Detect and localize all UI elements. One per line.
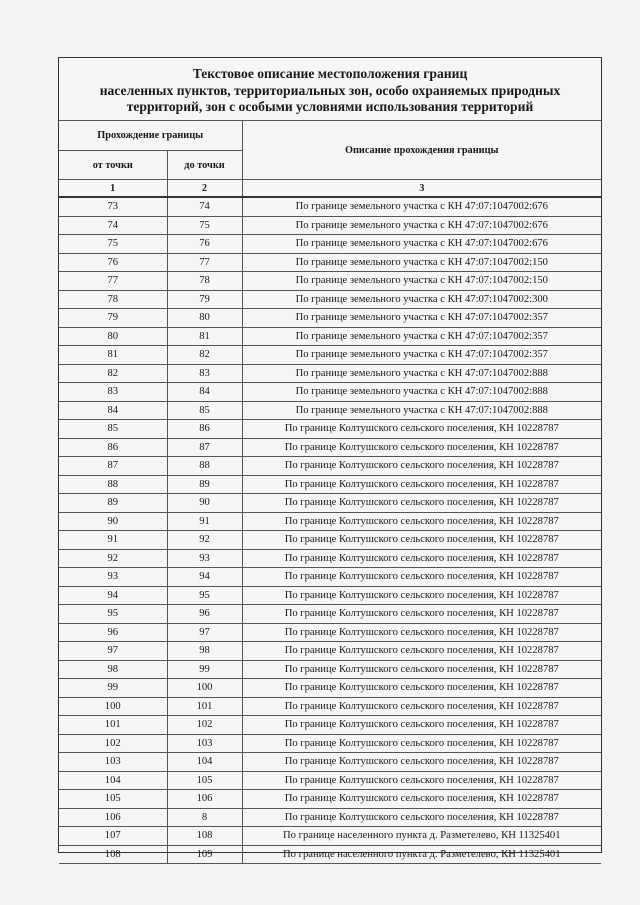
- cell-to-point: 79: [167, 290, 242, 309]
- table-row: [59, 531, 601, 550]
- cell-description: По границе Колтушского сельского поселения, КН 10228787: [242, 457, 601, 476]
- table-row: [59, 290, 601, 309]
- cell-to-point: 103: [167, 734, 242, 753]
- cell-to-point: 94: [167, 568, 242, 587]
- cell-from-point: 96: [59, 623, 167, 642]
- boundary-table: [59, 120, 601, 864]
- cell-description: По границе земельного участка с КН 47:07:1047002:300: [242, 290, 601, 309]
- cell-from-point: 80: [59, 327, 167, 346]
- cell-to-point: 78: [167, 272, 242, 291]
- cell-to-point: 77: [167, 253, 242, 272]
- cell-description: По границе Колтушского сельского поселения, КН 10228787: [242, 494, 601, 513]
- cell-description: По границе земельного участка с КН 47:07:1047002:676: [242, 235, 601, 254]
- cell-description: По границе земельного участка с КН 47:07:1047002:676: [242, 197, 601, 216]
- table-row: [59, 272, 601, 291]
- table-row: [59, 216, 601, 235]
- document-title: [59, 66, 601, 116]
- cell-from-point: 84: [59, 401, 167, 420]
- header-boundary-passage: Прохождение границы: [59, 121, 242, 151]
- cell-to-point: 98: [167, 642, 242, 661]
- table-row: [59, 327, 601, 346]
- cell-description: По границе Колтушского сельского поселения, КН 10228787: [242, 808, 601, 827]
- cell-to-point: 95: [167, 586, 242, 605]
- document-frame: [58, 57, 602, 860]
- cell-description: По границе Колтушского сельского поселения, КН 10228787: [242, 697, 601, 716]
- cell-description: По границе земельного участка с КН 47:07:1047002:888: [242, 383, 601, 402]
- cell-from-point: 103: [59, 753, 167, 772]
- cell-description: По границе Колтушского сельского поселения, КН 10228787: [242, 734, 601, 753]
- cell-to-point: 92: [167, 531, 242, 550]
- cell-description: По границе Колтушского сельского поселения, КН 10228787: [242, 623, 601, 642]
- table-row: [59, 790, 601, 809]
- cell-from-point: 99: [59, 679, 167, 698]
- cell-description: По границе Колтушского сельского поселения, КН 10228787: [242, 679, 601, 698]
- column-number-3: 3: [242, 180, 601, 198]
- table-row: [59, 660, 601, 679]
- header-from-point: от точки: [59, 151, 167, 180]
- table-row: [59, 457, 601, 476]
- cell-from-point: 92: [59, 549, 167, 568]
- cell-to-point: 88: [167, 457, 242, 476]
- header-to-point: до точки: [167, 151, 242, 180]
- cell-to-point: 106: [167, 790, 242, 809]
- cell-from-point: 82: [59, 364, 167, 383]
- cell-from-point: 108: [59, 845, 167, 864]
- cell-from-point: 87: [59, 457, 167, 476]
- column-number-2: 2: [167, 180, 242, 198]
- cell-description: По границе Колтушского сельского поселения, КН 10228787: [242, 512, 601, 531]
- cell-description: По границе Колтушского сельского поселения, КН 10228787: [242, 531, 601, 550]
- cell-description: По границе населенного пункта д. Разметелево, КН 11325401: [242, 827, 601, 846]
- cell-from-point: 101: [59, 716, 167, 735]
- cell-description: По границе Колтушского сельского поселения, КН 10228787: [242, 642, 601, 661]
- cell-description: По границе Колтушского сельского поселения, КН 10228787: [242, 790, 601, 809]
- cell-from-point: 93: [59, 568, 167, 587]
- cell-from-point: 105: [59, 790, 167, 809]
- table-row: [59, 383, 601, 402]
- table-row: [59, 642, 601, 661]
- table-row: [59, 475, 601, 494]
- cell-to-point: 83: [167, 364, 242, 383]
- table-row: [59, 568, 601, 587]
- cell-from-point: 86: [59, 438, 167, 457]
- cell-description: По границе Колтушского сельского поселения, КН 10228787: [242, 420, 601, 439]
- table-row: [59, 697, 601, 716]
- table-row: [59, 605, 601, 624]
- cell-description: По границе Колтушского сельского поселения, КН 10228787: [242, 753, 601, 772]
- cell-description: По границе Колтушского сельского поселения, КН 10228787: [242, 549, 601, 568]
- table-row: [59, 549, 601, 568]
- table-row: [59, 364, 601, 383]
- cell-from-point: 74: [59, 216, 167, 235]
- table-row: [59, 734, 601, 753]
- cell-to-point: 109: [167, 845, 242, 864]
- cell-to-point: 96: [167, 605, 242, 624]
- table-row: [59, 512, 601, 531]
- table-row: [59, 586, 601, 605]
- cell-from-point: 106: [59, 808, 167, 827]
- table-row: [59, 197, 601, 216]
- cell-to-point: 108: [167, 827, 242, 846]
- cell-from-point: 88: [59, 475, 167, 494]
- cell-description: По границе населенного пункта д. Разметелево, КН 11325401: [242, 845, 601, 864]
- cell-to-point: 82: [167, 346, 242, 365]
- cell-to-point: 74: [167, 197, 242, 216]
- title-line-1: Текстовое описание местоположения границ: [192, 66, 468, 81]
- table-row: [59, 253, 601, 272]
- cell-to-point: 97: [167, 623, 242, 642]
- cell-from-point: 95: [59, 605, 167, 624]
- cell-description: По границе Колтушского сельского поселения, КН 10228787: [242, 586, 601, 605]
- cell-from-point: 76: [59, 253, 167, 272]
- cell-from-point: 89: [59, 494, 167, 513]
- table-row: [59, 309, 601, 328]
- cell-description: По границе Колтушского сельского поселения, КН 10228787: [242, 605, 601, 624]
- cell-description: По границе земельного участка с КН 47:07:1047002:888: [242, 364, 601, 383]
- table-row: [59, 494, 601, 513]
- cell-from-point: 79: [59, 309, 167, 328]
- cell-from-point: 75: [59, 235, 167, 254]
- cell-to-point: 99: [167, 660, 242, 679]
- cell-to-point: 86: [167, 420, 242, 439]
- cell-to-point: 104: [167, 753, 242, 772]
- cell-from-point: 77: [59, 272, 167, 291]
- cell-from-point: 81: [59, 346, 167, 365]
- cell-to-point: 8: [167, 808, 242, 827]
- table-body: [59, 197, 601, 864]
- cell-description: По границе Колтушского сельского поселения, КН 10228787: [242, 438, 601, 457]
- cell-description: По границе Колтушского сельского поселения, КН 10228787: [242, 660, 601, 679]
- cell-to-point: 76: [167, 235, 242, 254]
- table-row: [59, 827, 601, 846]
- cell-from-point: 97: [59, 642, 167, 661]
- table-row: [59, 401, 601, 420]
- cell-from-point: 98: [59, 660, 167, 679]
- cell-description: По границе Колтушского сельского поселения, КН 10228787: [242, 716, 601, 735]
- cell-description: По границе Колтушского сельского поселения, КН 10228787: [242, 771, 601, 790]
- cell-to-point: 101: [167, 697, 242, 716]
- table-row: [59, 438, 601, 457]
- cell-to-point: 100: [167, 679, 242, 698]
- cell-description: По границе Колтушского сельского поселения, КН 10228787: [242, 475, 601, 494]
- cell-description: По границе земельного участка с КН 47:07:1047002:150: [242, 272, 601, 291]
- table-row: [59, 771, 601, 790]
- table-row: [59, 679, 601, 698]
- cell-description: По границе Колтушского сельского поселения, КН 10228787: [242, 568, 601, 587]
- cell-description: По границе земельного участка с КН 47:07:1047002:357: [242, 327, 601, 346]
- cell-to-point: 93: [167, 549, 242, 568]
- cell-to-point: 91: [167, 512, 242, 531]
- cell-from-point: 73: [59, 197, 167, 216]
- cell-from-point: 100: [59, 697, 167, 716]
- table-row: [59, 420, 601, 439]
- cell-from-point: 104: [59, 771, 167, 790]
- title-line-2: населенных пунктов, территориальных зон, особо охраняемых природных: [99, 82, 561, 98]
- table-row: [59, 346, 601, 365]
- cell-to-point: 90: [167, 494, 242, 513]
- cell-from-point: 78: [59, 290, 167, 309]
- cell-to-point: 75: [167, 216, 242, 235]
- cell-from-point: 90: [59, 512, 167, 531]
- table-row: [59, 753, 601, 772]
- table-row: [59, 845, 601, 864]
- cell-to-point: 81: [167, 327, 242, 346]
- cell-from-point: 94: [59, 586, 167, 605]
- cell-from-point: 85: [59, 420, 167, 439]
- cell-description: По границе земельного участка с КН 47:07:1047002:357: [242, 309, 601, 328]
- cell-from-point: 107: [59, 827, 167, 846]
- cell-to-point: 102: [167, 716, 242, 735]
- header-description: Описание прохождения границы: [242, 121, 601, 180]
- table-row: [59, 716, 601, 735]
- cell-description: По границе земельного участка с КН 47:07:1047002:676: [242, 216, 601, 235]
- table-row: [59, 623, 601, 642]
- cell-from-point: 91: [59, 531, 167, 550]
- cell-to-point: 85: [167, 401, 242, 420]
- title-line-3: территорий, зон с особыми условиями использования территорий: [126, 99, 534, 114]
- table-row: [59, 235, 601, 254]
- cell-description: По границе земельного участка с КН 47:07:1047002:150: [242, 253, 601, 272]
- cell-to-point: 84: [167, 383, 242, 402]
- cell-description: По границе земельного участка с КН 47:07:1047002:888: [242, 401, 601, 420]
- cell-to-point: 87: [167, 438, 242, 457]
- cell-to-point: 80: [167, 309, 242, 328]
- cell-description: По границе земельного участка с КН 47:07:1047002:357: [242, 346, 601, 365]
- cell-to-point: 89: [167, 475, 242, 494]
- column-number-1: 1: [59, 180, 167, 198]
- cell-to-point: 105: [167, 771, 242, 790]
- cell-from-point: 83: [59, 383, 167, 402]
- table-row: [59, 808, 601, 827]
- cell-from-point: 102: [59, 734, 167, 753]
